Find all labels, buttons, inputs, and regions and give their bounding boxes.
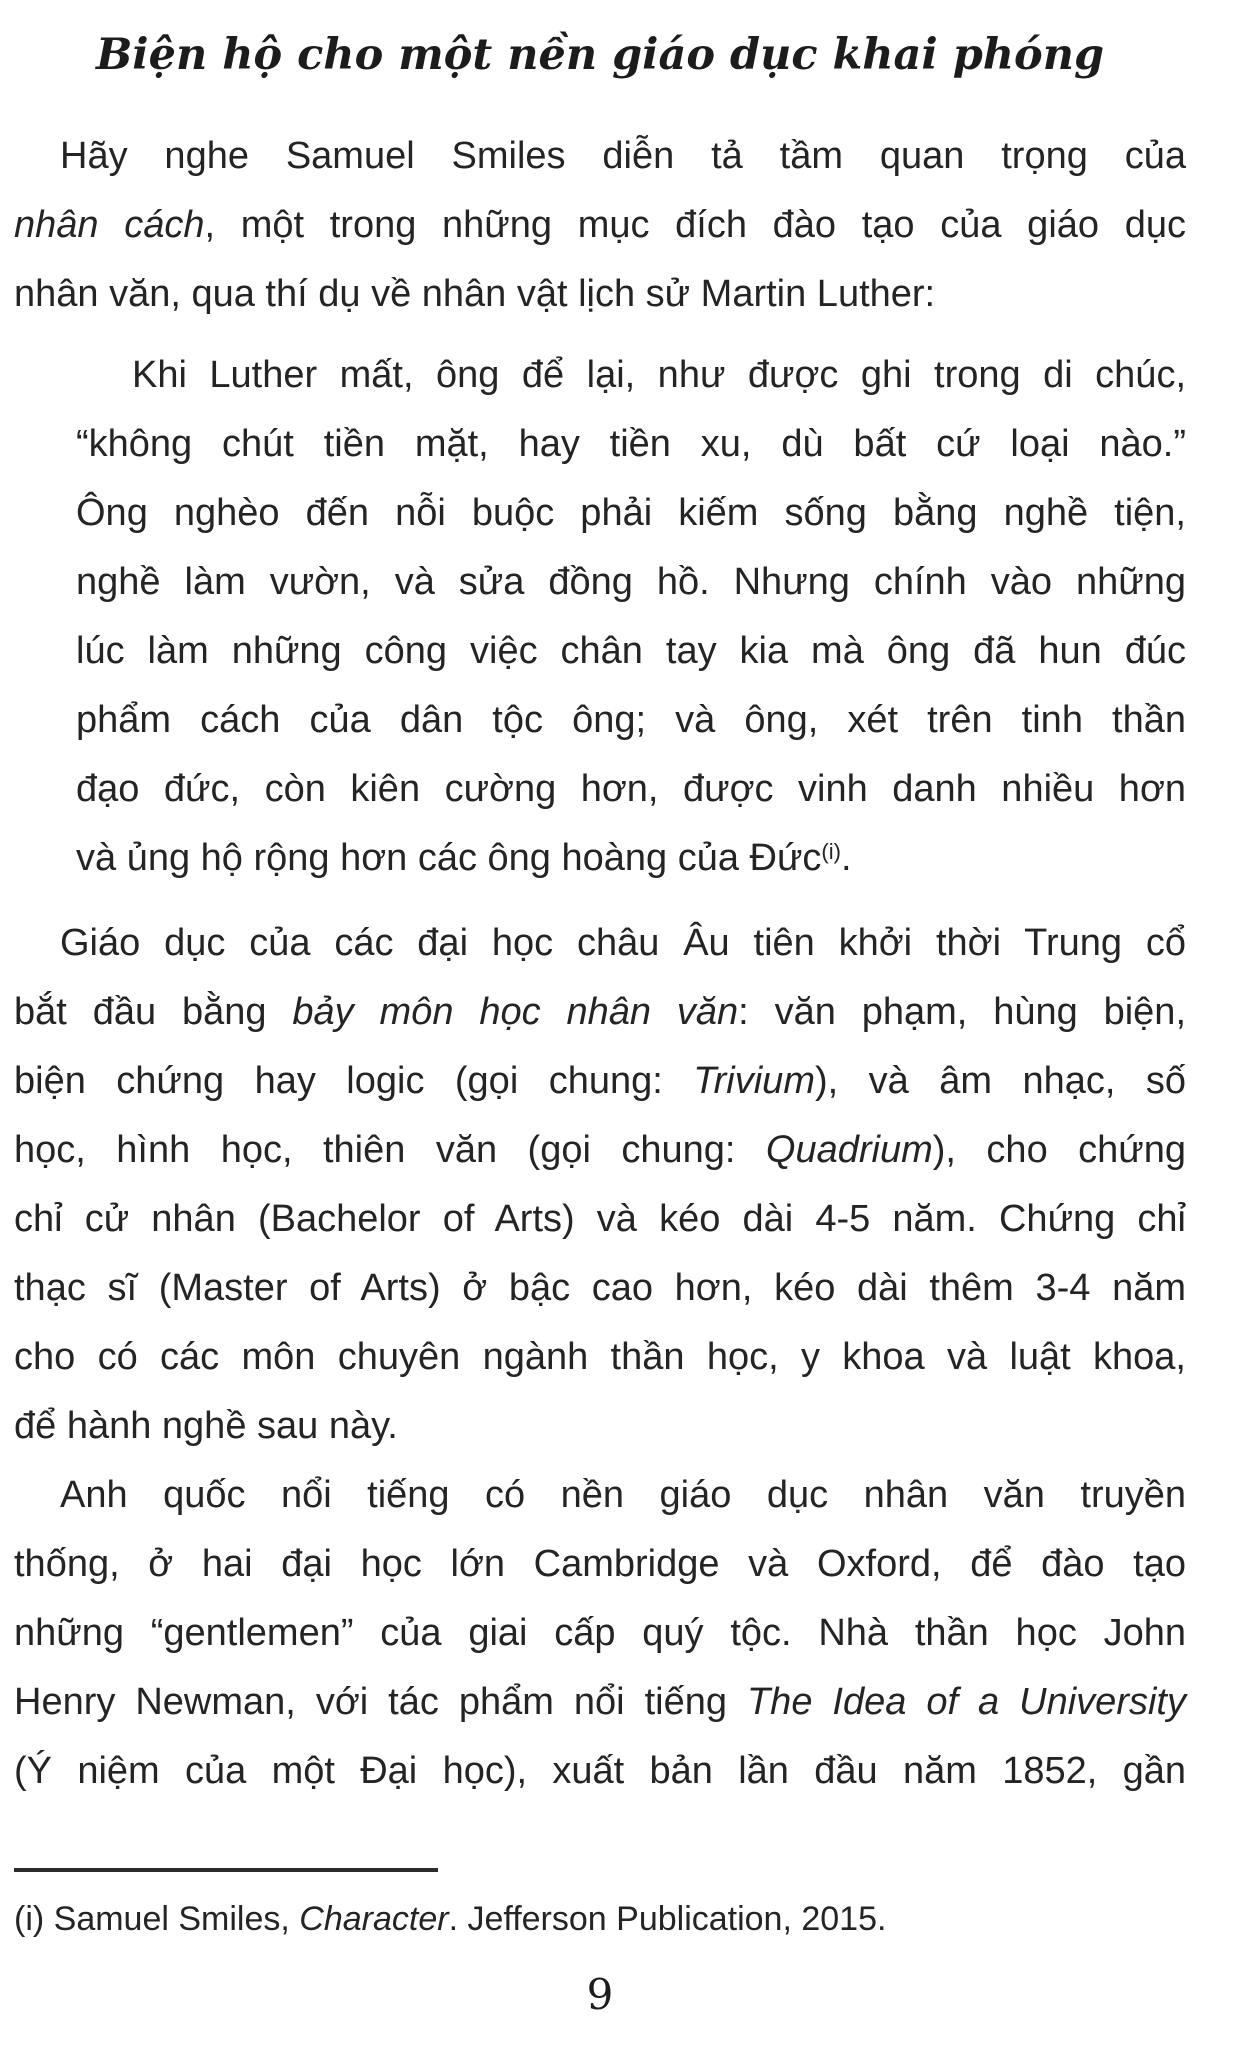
paragraph-1 xyxy=(14,122,1186,329)
text-run: : văn phạm, hùng biện, xyxy=(738,991,1187,1033)
text-line xyxy=(14,1047,1186,1116)
text-line xyxy=(14,1116,1186,1185)
text-line xyxy=(14,260,1186,329)
paragraph-3 xyxy=(14,909,1186,1461)
text-line xyxy=(14,1392,1186,1461)
text-run: thống, ở hai đại học lớn Cambridge và Oxford, để đào tạo xyxy=(14,1543,1186,1585)
text-line xyxy=(76,548,1186,617)
page-number: 9 xyxy=(586,1970,614,2019)
text-run: ), cho chứng xyxy=(932,1129,1186,1171)
text-run: và ủng hộ rộng hơn các ông hoàng của Đức xyxy=(76,837,822,879)
text-run: . Jefferson Publication, 2015. xyxy=(448,1900,887,1938)
text-run: (Ý niệm của một Đại học), xuất bản lần đầu năm 1852, gần xyxy=(14,1750,1186,1792)
text-run: Giáo dục của các đại học châu Âu tiên khởi thời Trung cổ xyxy=(60,922,1186,964)
text-run: , một trong những mục đích đào tạo của giáo dục xyxy=(204,204,1186,246)
text-line xyxy=(14,1530,1186,1599)
paragraph-4 xyxy=(14,1461,1186,1806)
text-run: (i) Samuel Smiles, xyxy=(14,1900,300,1938)
text-run: Ông nghèo đến nỗi buộc phải kiếm sống bằng nghề tiện, xyxy=(76,492,1186,534)
text-line xyxy=(14,978,1186,1047)
text-line xyxy=(14,1599,1186,1668)
text-line xyxy=(76,410,1186,479)
text-run: phẩm cách của dân tộc ông; và ông, xét trên tinh thần xyxy=(76,699,1186,741)
text-line xyxy=(76,479,1186,548)
text-run: Quadrium xyxy=(765,1129,933,1171)
blockquote-2 xyxy=(76,341,1186,897)
text-run: đạo đức, còn kiên cường hơn, được vinh danh nhiều hơn xyxy=(76,768,1186,810)
text-line xyxy=(14,191,1186,260)
text-run: . xyxy=(841,837,852,879)
text-run: lúc làm những công việc chân tay kia mà ông đã hun đúc xyxy=(76,630,1186,672)
text-line xyxy=(14,1323,1186,1392)
footnote-marker: (i) xyxy=(821,838,841,864)
text-run: Hãy nghe Samuel Smiles diễn tả tầm quan trọng của xyxy=(60,135,1186,177)
running-header: Biện hộ cho một nền giáo dục khai phóng xyxy=(95,30,1105,80)
text-run: thạc sĩ (Master of Arts) ở bậc cao hơn, kéo dài thêm 3-4 năm xyxy=(14,1267,1186,1309)
text-line xyxy=(76,617,1186,686)
text-run: ), và âm nhạc, số xyxy=(814,1060,1186,1102)
text-run: The Idea of a University xyxy=(746,1681,1186,1723)
text-run: nhân cách xyxy=(14,204,205,246)
text-line xyxy=(14,1461,1186,1530)
text-run: “không chút tiền mặt, hay tiền xu, dù bất cứ loại nào.” xyxy=(76,423,1186,465)
footnote-text xyxy=(14,1900,886,1938)
text-run: bắt đầu bằng xyxy=(14,991,293,1033)
text-line xyxy=(76,824,1186,897)
text-run: chỉ cử nhân (Bachelor of Arts) và kéo dài 4-5 năm. Chứng chỉ xyxy=(14,1198,1186,1240)
text-run: Character xyxy=(299,1900,449,1938)
text-run: nghề làm vườn, và sửa đồng hồ. Nhưng chính vào những xyxy=(76,561,1186,603)
text-line xyxy=(76,755,1186,824)
text-line xyxy=(14,909,1186,978)
text-line xyxy=(14,1185,1186,1254)
text-line xyxy=(76,686,1186,755)
footnote-divider xyxy=(14,1868,438,1872)
text-line xyxy=(76,341,1186,410)
footnote xyxy=(14,1896,1186,1942)
text-run: biện chứng hay logic (gọi chung: xyxy=(14,1060,694,1102)
text-run: Khi Luther mất, ông để lại, như được ghi trong di chúc, xyxy=(132,354,1186,396)
text-line xyxy=(14,1254,1186,1323)
text-run: học, hình học, thiên văn (gọi chung: xyxy=(14,1129,766,1171)
text-run: nhân văn, qua thí dụ về nhân vật lịch sử Martin Luther: xyxy=(14,273,936,315)
text-run: Henry Newman, với tác phẩm nổi tiếng xyxy=(14,1681,747,1723)
text-line xyxy=(14,1668,1186,1737)
text-line xyxy=(14,122,1186,191)
text-run: những “gentlemen” của giai cấp quý tộc. Nhà thần học John xyxy=(14,1612,1186,1654)
text-line xyxy=(14,1737,1186,1806)
page-body xyxy=(14,122,1186,1806)
text-run: Anh quốc nổi tiếng có nền giáo dục nhân văn truyền xyxy=(60,1474,1186,1516)
text-run: Trivium xyxy=(693,1060,815,1102)
text-run: cho có các môn chuyên ngành thần học, y khoa và luật khoa, xyxy=(14,1336,1186,1378)
text-run: để hành nghề sau này. xyxy=(14,1405,398,1447)
text-run: bảy môn học nhân văn xyxy=(292,991,739,1033)
